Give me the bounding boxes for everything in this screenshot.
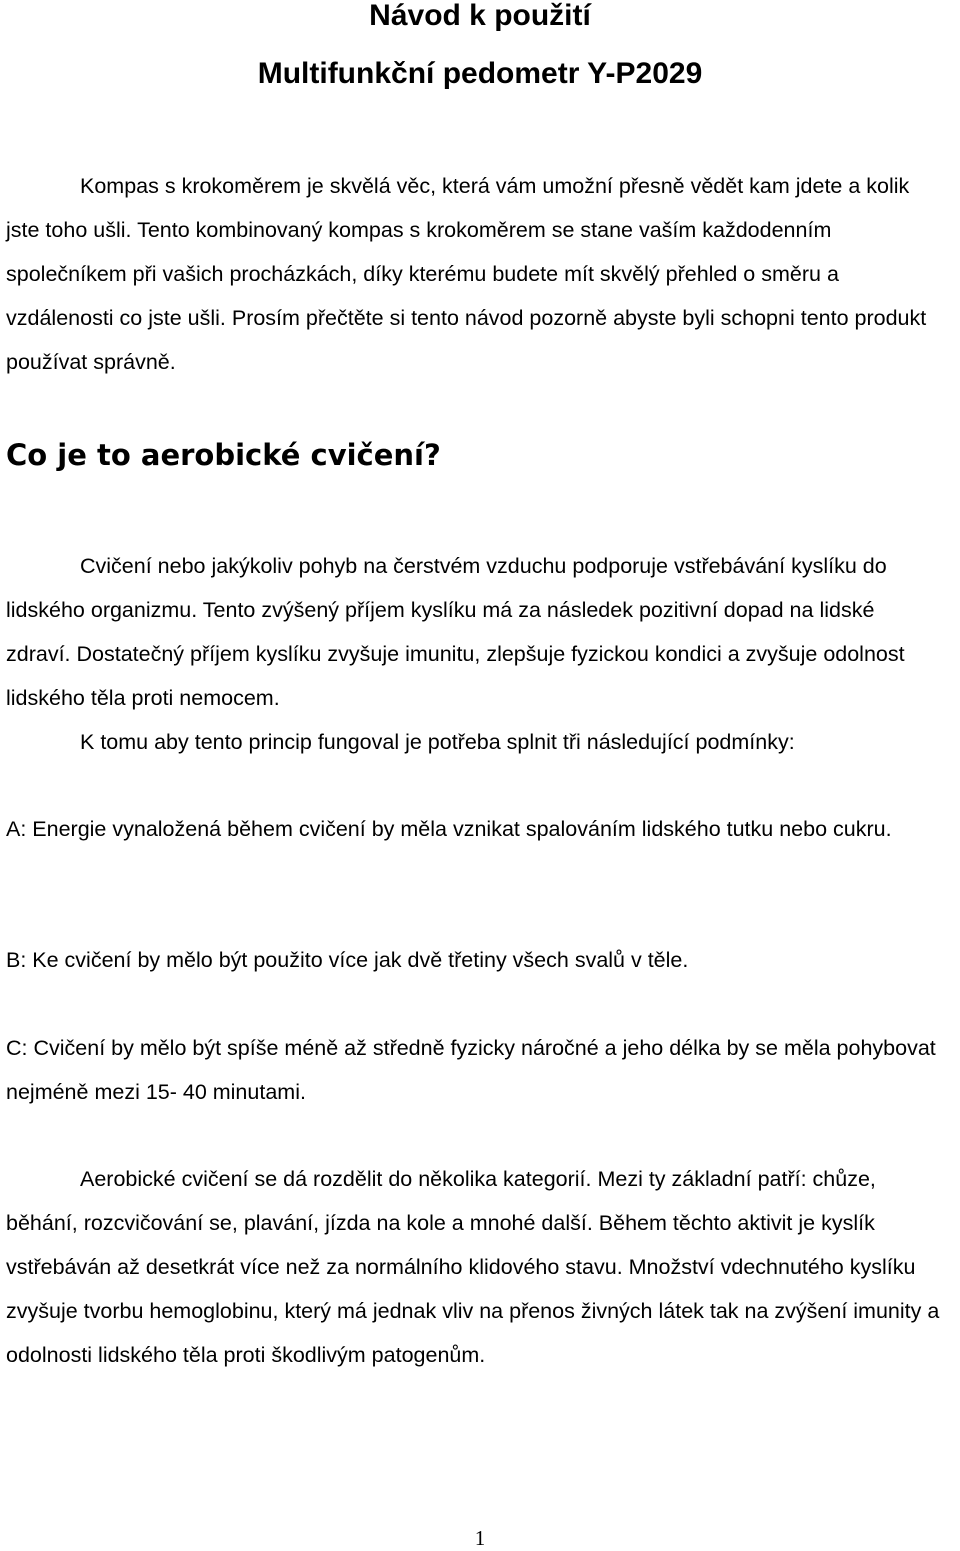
- condition-b: B: Ke cvičení by mělo být použito více jak dvě třetiny všech svalů v těle.: [6, 948, 689, 972]
- section-heading: Co je to aerobické cvičení?: [6, 438, 441, 472]
- condition-c: C: Cvičení by mělo být spíše méně až středně fyzicky náročné a jeho délka by se měla pohybovat nejméně mezi 15- 40 minutami.: [6, 1036, 936, 1104]
- page-number: 1: [474, 1526, 486, 1550]
- intro-paragraph: Kompas s krokoměrem je skvělá věc, která vám umožní přesně vědět kam jdete a kolik jste toho ušli. Tento kombinovaný kompas s krokoměrem se stane vaším každodenním společníkem při vašich procházkách, díky kterému budete mít skvělý přehled o směru a vzdálenosti co jste ušli. Prosím přečtěte si tento návod pozorně abyste byli schopni tento produkt používat správně.: [6, 174, 927, 374]
- section-paragraph: Cvičení nebo jakýkoliv pohyb na čerstvém vzduchu podporuje vstřebávání kyslíku do lidského organizmu. Tento zvýšený příjem kyslíku má za následek pozitivní dopad na lidské zdraví. Dostatečný příjem kyslíku zvyšuje imunitu, zlepšuje fyzickou kondici a zvyšuje odolnost lidského těla proti nemocem.: [6, 554, 905, 710]
- condition-a: A: Energie vynaložená během cvičení by měla vznikat spalováním lidského tutku nebo cukru.: [6, 817, 892, 841]
- document-title: Návod k použití: [369, 0, 591, 32]
- document-subtitle: Multifunkční pedometr Y-P2029: [257, 57, 703, 90]
- categories-paragraph: Aerobické cvičení se dá rozdělit do několika kategorií. Mezi ty základní patří: chůze, běhání, rozcvičování se, plavání, jízda na kole a mnohé další. Během těchto aktivit je kyslík vstřebáván až desetkrát více než za normálního klidového stavu. Množství vdechnutého kyslíku zvyšuje tvorbu hemoglobinu, který má jednak vliv na přenos živných látek tak na zvýšení imunity a odolnosti lidského těla proti škodlivým patogenům.: [6, 1167, 940, 1367]
- conditions-intro: K tomu aby tento princip fungoval je potřeba splnit tři následující podmínky:: [80, 730, 795, 754]
